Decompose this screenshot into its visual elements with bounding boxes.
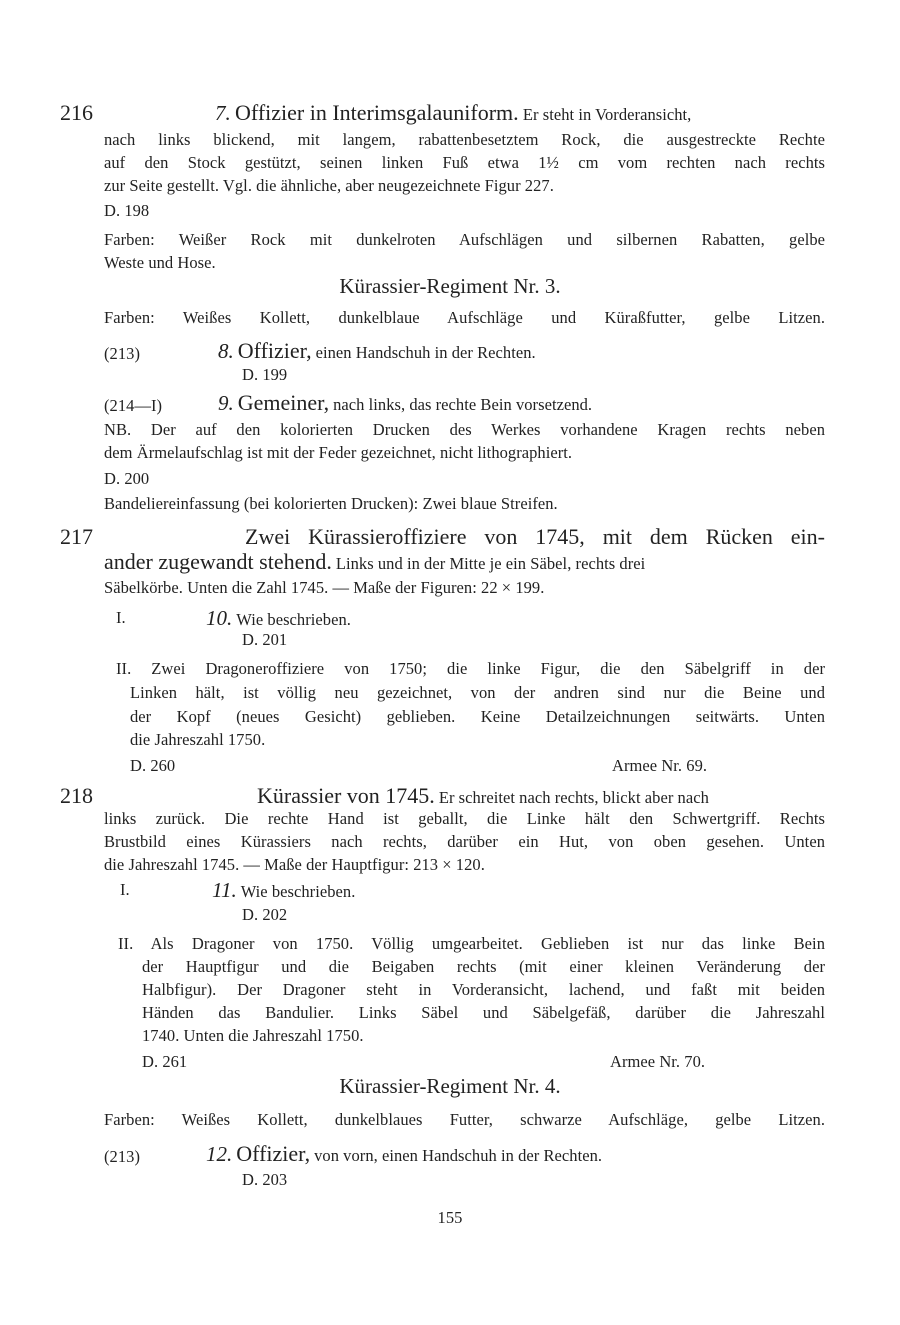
- item-8: [218, 338, 536, 364]
- farben-line: Farben: Weißes Kollett, dunkelblaue Aufschläge und Küraßfutter, gelbe Litzen.: [104, 308, 825, 327]
- state-1: [206, 606, 351, 631]
- item-text: nach links, das rechte Bein vorsetzend.: [333, 395, 593, 414]
- state-text: Wie beschrieben.: [240, 882, 356, 901]
- entry-title: Zwei Kürassieroffiziere von 1745, mit dem Rücken ein-: [245, 524, 825, 549]
- note-line: NB. Der auf den kolorierten Drucken des Werkes vorhandene Kragen rechts neben: [104, 420, 825, 439]
- entry-number-216: 216: [60, 100, 93, 125]
- item-title: Offizier,: [237, 338, 312, 363]
- state-line: 1740. Unten die Jahreszahl 1750.: [142, 1026, 364, 1045]
- state-line: Linken hält, ist völlig neu gezeichnet, von der andren sind nur die Beine und: [130, 683, 825, 702]
- farben-line: Farben: Weißer Rock mit dunkelroten Aufschlägen und silbernen Rabatten, gelbe: [104, 230, 825, 249]
- entry-title: ander zugewandt stehend.: [104, 549, 332, 574]
- entry-217-second-line: [104, 549, 645, 575]
- figure-number: 10.: [206, 606, 233, 630]
- entry-text: Er schreitet nach rechts, blickt aber nach: [438, 788, 709, 807]
- state-line: der Kopf (neues Gesicht) geblieben. Keine Detailzeichnungen seitwärts. Unten: [130, 707, 825, 726]
- state-roman: I.: [116, 608, 126, 627]
- entry-216-first-line: [215, 100, 691, 126]
- figure-number: 12.: [206, 1142, 233, 1166]
- text-line: Säbelkörbe. Unten die Zahl 1745. — Maße der Figuren: 22 × 199.: [104, 578, 545, 597]
- cross-reference: (213): [104, 1147, 140, 1166]
- text-line: die Jahreszahl 1745. — Maße der Hauptfigur: 213 × 120.: [104, 855, 485, 874]
- state-line: die Jahreszahl 1750.: [130, 730, 266, 749]
- d-reference: D. 199: [242, 365, 288, 384]
- cross-reference: (213): [104, 344, 140, 363]
- farben-line: Farben: Weißes Kollett, dunkelblaues Futter, schwarze Aufschläge, gelbe Litzen.: [104, 1110, 825, 1129]
- regiment-heading: Kürassier-Regiment Nr. 3.: [339, 274, 561, 298]
- entry-title: Kürassier von 1745.: [257, 783, 435, 808]
- text-line: zur Seite gestellt. Vgl. die ähnliche, aber neugezeichnete Figur 227.: [104, 176, 554, 195]
- state-1: [212, 878, 355, 903]
- d-reference: D. 260: [130, 756, 176, 775]
- item-9: [218, 390, 592, 416]
- text-line: Brustbild eines Kürassiers nach rechts, darüber ein Hut, von oben gesehen. Unten: [104, 832, 825, 851]
- text-line: auf den Stock gestützt, seinen linken Fuß etwa 1½ cm vom rechten nach rechts: [104, 153, 825, 172]
- state-text: Wie beschrieben.: [236, 610, 351, 629]
- page-number: 155: [437, 1208, 463, 1227]
- figure-number: 9.: [218, 391, 234, 415]
- cross-reference: (214—I): [104, 396, 163, 415]
- entry-218-first-line: [257, 783, 709, 809]
- item-12: [206, 1141, 602, 1167]
- figure-number: 8.: [218, 339, 234, 363]
- figure-number: 11.: [212, 878, 237, 902]
- regiment-heading: Kürassier-Regiment Nr. 4.: [339, 1074, 561, 1098]
- armee-reference: Armee Nr. 70.: [610, 1052, 706, 1071]
- text-line: links zurück. Die rechte Hand ist geballt, die Linke hält den Schwertgriff. Rechts: [104, 809, 825, 828]
- d-reference: D. 261: [142, 1052, 188, 1071]
- item-title: Gemeiner,: [237, 390, 330, 415]
- figure-number: 7.: [215, 101, 231, 125]
- text-line: nach links blickend, mit langem, rabattenbesetztem Rock, die ausgestreckte Rechte: [104, 130, 825, 149]
- entry-text: Er steht in Vorderansicht,: [522, 105, 692, 124]
- band-line: Bandeliereinfassung (bei kolorierten Drucken): Zwei blaue Streifen.: [104, 494, 558, 513]
- note-line: dem Ärmelaufschlag ist mit der Feder gezeichnet, nicht lithographiert.: [104, 443, 573, 462]
- d-reference: D. 202: [242, 905, 288, 924]
- d-reference: D. 200: [104, 469, 150, 488]
- item-text: einen Handschuh in der Rechten.: [315, 343, 536, 362]
- item-text: von vorn, einen Handschuh in der Rechten.: [314, 1146, 603, 1165]
- entry-number-217: 217: [60, 524, 93, 549]
- entry-number-218: 218: [60, 783, 93, 808]
- d-reference: D. 201: [242, 630, 288, 649]
- state-line: II. Als Dragoner von 1750. Völlig umgearbeitet. Geblieben ist nur das linke Bein: [118, 934, 825, 953]
- item-title: Offizier,: [236, 1141, 311, 1166]
- state-line: der Hauptfigur und die Beigaben rechts (mit einer kleinen Veränderung der: [142, 957, 825, 976]
- d-reference: D. 198: [104, 201, 150, 220]
- state-roman: I.: [120, 880, 130, 899]
- entry-title: Offizier in Interimsgalauniform.: [235, 100, 519, 125]
- state-line: Halbfigur). Der Dragoner steht in Vorderansicht, lachend, und faßt mit beiden: [142, 980, 825, 999]
- armee-reference: Armee Nr. 69.: [612, 756, 708, 775]
- farben-line: Weste und Hose.: [104, 253, 216, 272]
- d-reference: D. 203: [242, 1170, 288, 1189]
- state-line: Händen das Bandulier. Links Säbel und Säbelgefäß, darüber die Jahreszahl: [142, 1003, 825, 1022]
- entry-text: Links und in der Mitte je ein Säbel, rechts drei: [335, 554, 646, 573]
- state-line: II. Zwei Dragoneroffiziere von 1750; die linke Figur, die den Säbelgriff in der: [116, 659, 825, 678]
